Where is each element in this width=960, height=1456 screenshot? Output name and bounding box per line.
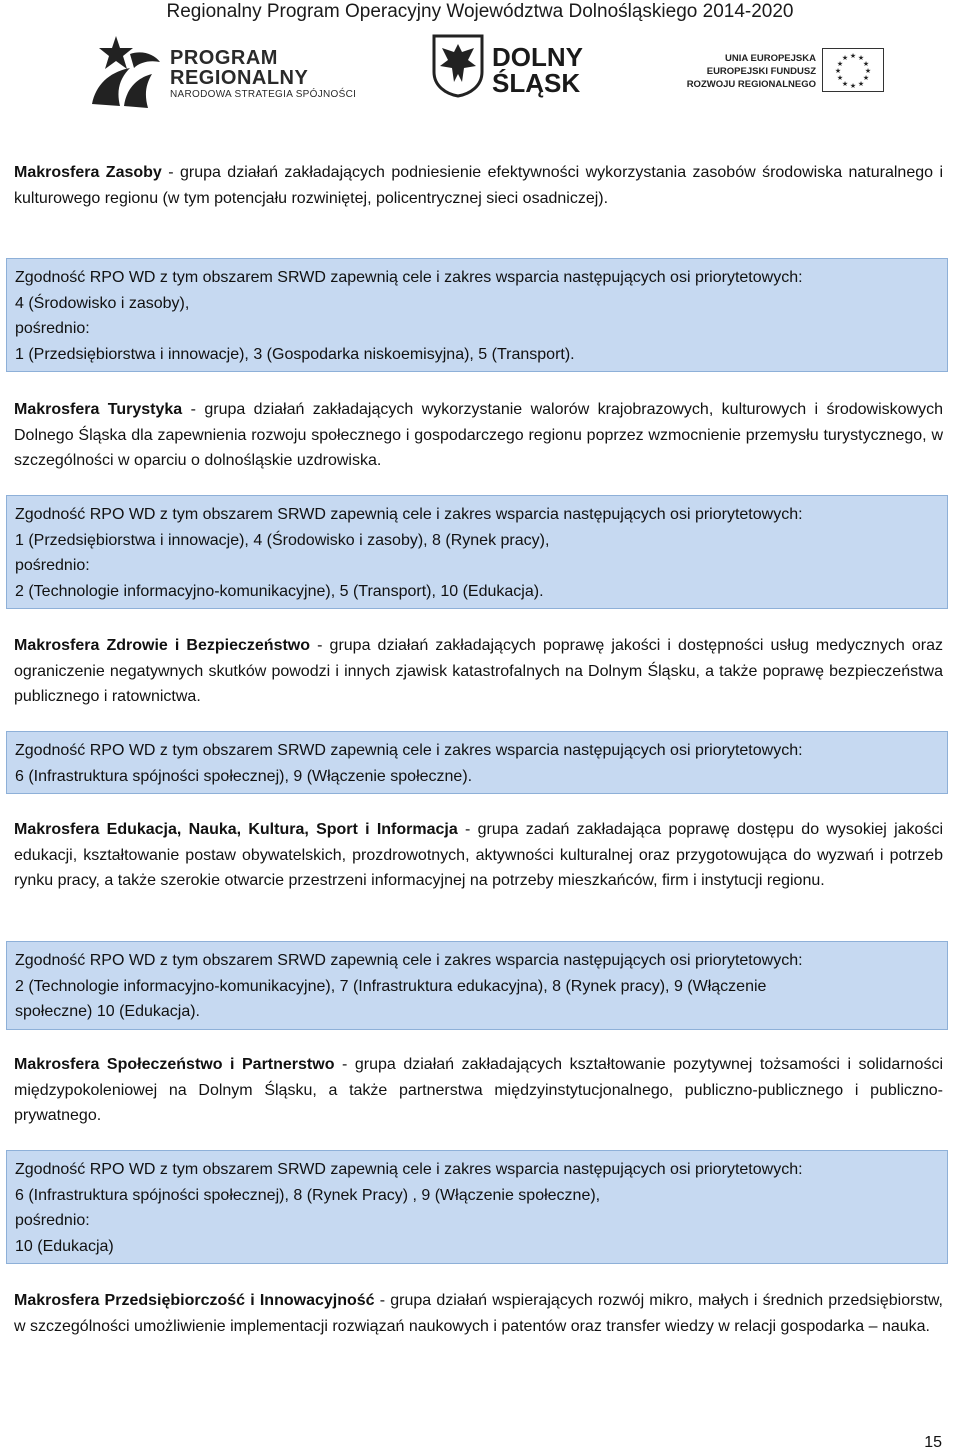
section-turystyka-description: [14, 397, 943, 474]
svg-text:★: ★: [857, 55, 865, 62]
eu-flag-icon: [822, 48, 884, 92]
section-title: Makrosfera Przedsiębiorczość i Innowacyjność: [14, 1292, 375, 1309]
box-line: 6 (Infrastruktura spójności społecznej), 8 (Rynek Pracy) , 9 (Włączenie społeczne),: [15, 1186, 601, 1204]
box-line: Zgodność RPO WD z tym obszarem SRWD zapewnią cele i zakres wsparcia następujących osi priorytetowych:: [15, 952, 803, 969]
svg-text:★: ★: [834, 68, 842, 75]
svg-text:★: ★: [862, 61, 870, 68]
box-line: 1 (Przedsiębiorstwa i innowacje), 3 (Gospodarka niskoemisyjna), 5 (Transport).: [15, 345, 575, 363]
program-regionalny-logo: [90, 32, 380, 110]
eu-fund-logo: [672, 32, 912, 102]
box-line: pośrednio:: [15, 320, 90, 337]
section-text: - grupa działań zakładających kształtowanie pozytywnej tożsamości i solidarności międzypokoleniowej na Dolnym Śląsku, a także partnerstwa międzyinstytucjonalnego, publiczno-publicznego i publiczno-prywatnego.: [14, 1056, 944, 1124]
svg-text:★: ★: [849, 83, 857, 90]
program-regionalny-text: PROGRAM REGIONALNY NARODOWA STRATEGIA SPÓJNOŚCI: [170, 47, 357, 100]
box-line: Zgodność RPO WD z tym obszarem SRWD zapewnią cele i zakres wsparcia następujących osi priorytetowych:: [15, 506, 803, 523]
section-przedsiebiorczosc-description: [14, 1288, 943, 1339]
svg-text:★: ★: [849, 53, 857, 60]
box-line: 6 (Infrastruktura spójności społecznej), 9 (Włączenie społeczne).: [15, 767, 473, 785]
box-line: 2 (Technologie informacyjno-komunikacyjne), 7 (Infrastruktura edukacyjna), 8 (Rynek pracy), 9 (Włączenie: [15, 977, 767, 995]
section-zdrowie-description: [14, 633, 943, 710]
box-line: Zgodność RPO WD z tym obszarem SRWD zapewnią cele i zakres wsparcia następujących osi priorytetowych:: [15, 269, 803, 286]
box-line: Zgodność RPO WD z tym obszarem SRWD zapewnią cele i zakres wsparcia następujących osi priorytetowych:: [15, 1161, 803, 1178]
section-title: Makrosfera Społeczeństwo i Partnerstwo: [14, 1056, 335, 1073]
svg-text:★: ★: [841, 81, 849, 88]
svg-text:★: ★: [836, 75, 844, 82]
section-text: - grupa działań zakładających poprawę jakości i dostępności usług medycznych oraz ograniczenie negatywnych skutków powodzi i innych zjawisk katastrofalnych na Dolnym Śląsku, a także poprawę bezpieczeństwa publicznego i ratownictwa.: [14, 637, 944, 705]
section-title: Makrosfera Zdrowie i Bezpieczeństwo: [14, 637, 311, 654]
svg-text:★: ★: [864, 68, 872, 75]
section-zasoby-description: [14, 160, 943, 211]
box-line: Zgodność RPO WD z tym obszarem SRWD zapewnią cele i zakres wsparcia następujących osi priorytetowych:: [15, 742, 803, 759]
section-turystyka-priority-box: [6, 495, 948, 609]
dolny-slask-logo: [432, 32, 612, 102]
box-line: 4 (Środowisko i zasoby),: [15, 294, 190, 312]
box-line: społeczne) 10 (Edukacja).: [15, 1003, 200, 1020]
section-text: - grupa zadań zakładająca poprawę dostępu do wysokiej jakości edukacji, kształtowanie postaw obywatelskich, prozdrowotnych, aktywności kulturalnej oraz przygotowująca do wyzwań i potrzeb rynku pracy, a także szerokie otwarcie przestrzeni informacyjnej na potrzeby mieszkańców, firm i instytucji regionu.: [14, 821, 944, 889]
svg-text:★: ★: [862, 75, 870, 82]
svg-text:★: ★: [857, 81, 865, 88]
section-edukacja-description: [14, 817, 943, 894]
box-line: 10 (Edukacja): [15, 1237, 114, 1255]
section-zdrowie-priority-box: [6, 731, 948, 794]
page-number: 15: [924, 1434, 942, 1451]
box-line: pośrednio:: [15, 1212, 90, 1229]
section-text: - grupa działań wspierających rozwój mikro, małych i średnich przedsiębiorstw, w szczególności umożliwienie implementacji rozwiązań naukowych i patentów oraz transfer wiedzy w relacji gospodarka – nauka.: [14, 1292, 944, 1335]
svg-text:★: ★: [836, 61, 844, 68]
svg-text:★: ★: [841, 55, 849, 62]
section-spoleczenstwo-priority-box: [6, 1150, 948, 1264]
section-text: - grupa działań zakładających wykorzystanie walorów krajobrazowych, kulturowych i środowiskowych Dolnego Śląska dla zapewnienia rozwoju społecznego i gospodarczego regionu poprzez wzmocnienie przemysłu turystycznego, w szczególności w oparciu o dolnośląskie uzdrowiska.: [14, 401, 944, 469]
dolny-slask-text: DOLNY ŚLĄSK: [492, 42, 583, 98]
section-edukacja-priority-box: [6, 941, 948, 1030]
star-swirl-icon: [90, 32, 162, 110]
box-line: pośrednio:: [15, 557, 90, 574]
eagle-crest-icon: [432, 32, 484, 98]
box-line: 1 (Przedsiębiorstwa i innowacje), 4 (Środowisko i zasoby), 8 (Rynek pracy),: [15, 531, 550, 549]
logo-bar: [0, 32, 960, 112]
section-spoleczenstwo-description: [14, 1052, 943, 1129]
box-line: 2 (Technologie informacyjno-komunikacyjne), 5 (Transport), 10 (Edukacja).: [15, 582, 544, 600]
section-title: Makrosfera Edukacja, Nauka, Kultura, Sport i Informacja: [14, 821, 458, 838]
running-header: Regionalny Program Operacyjny Województwa Dolnośląskiego 2014-2020: [166, 1, 794, 22]
eu-fund-text: UNIA EUROPEJSKA EUROPEJSKI FUNDUSZ ROZWOJU REGIONALNEGO: [686, 53, 816, 90]
section-title: Makrosfera Turystyka: [14, 401, 183, 418]
section-title: Makrosfera Zasoby: [14, 164, 162, 181]
section-text: - grupa działań zakładających podniesienie efektywności wykorzystania zasobów środowiska naturalnego i kulturowego regionu (w tym potencjału rozwiniętej, policentrycznej sieci osadniczej).: [14, 164, 943, 207]
section-zasoby-priority-box: [6, 258, 948, 372]
